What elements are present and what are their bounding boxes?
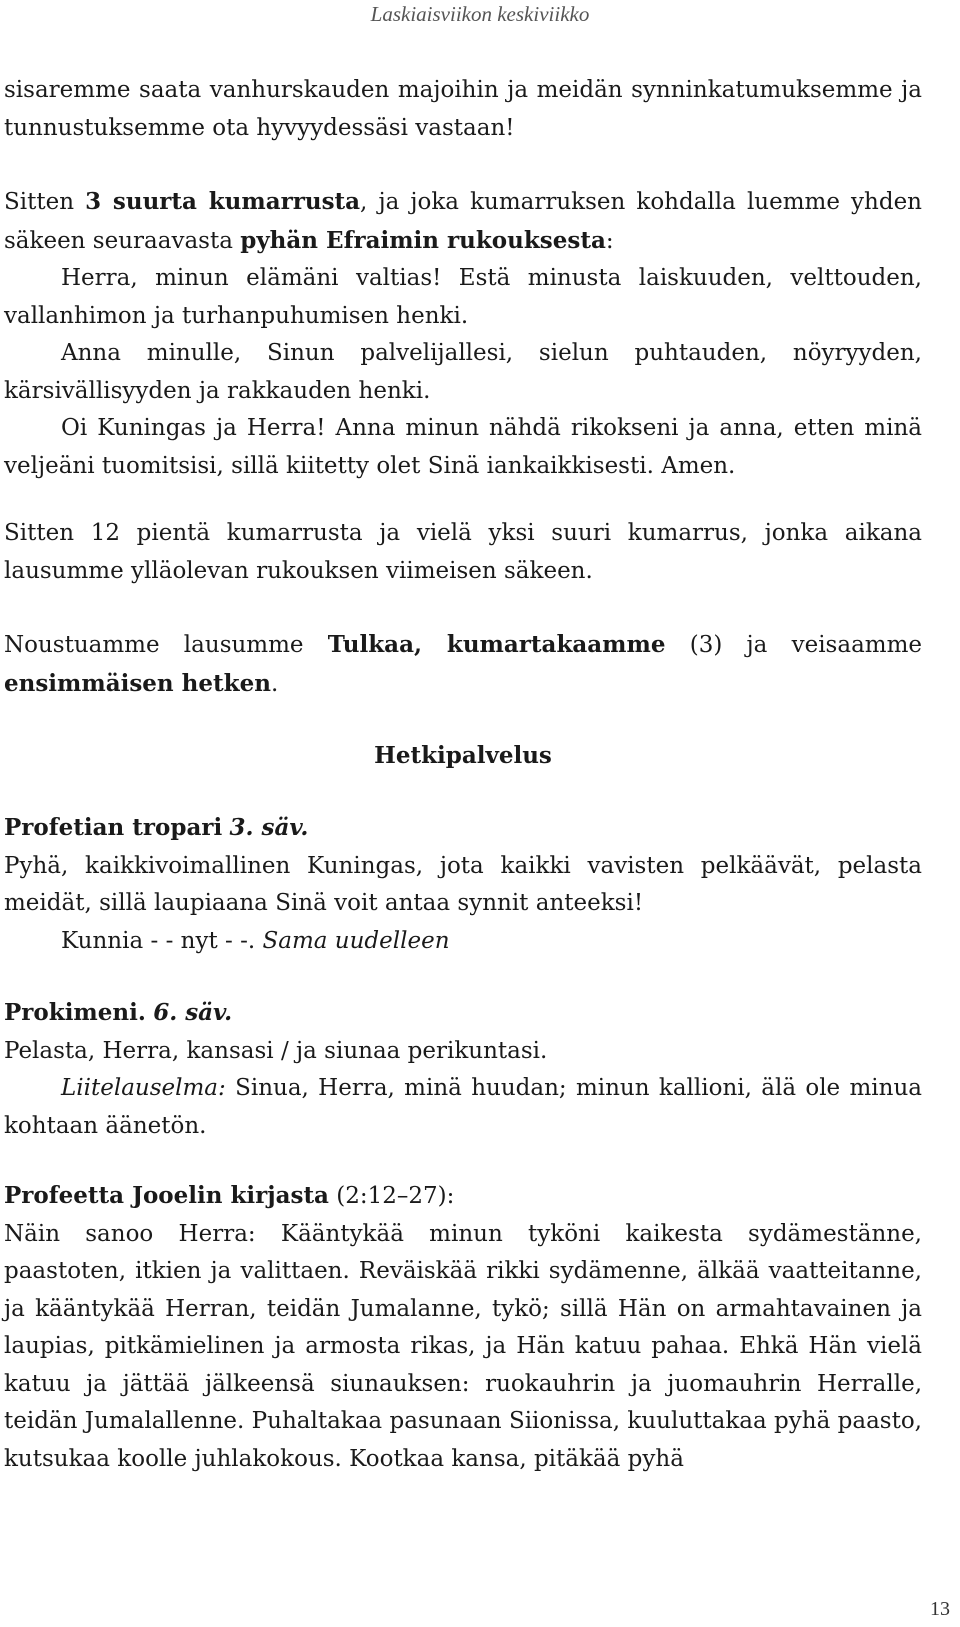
bold-run: ensimmäisen hetken [4, 669, 271, 697]
text-run: : [605, 227, 614, 254]
reading-text: Näin sanoo Herra: Kääntykää minun tyköni kaikesta sydämestänne, paastoten, itkien ja valittaen. Reväiskää rikki sydämenne, älkää vaatteitanne, ja kääntykää Herran, teidän Jumalanne, tykö; sillä Hän on armahtavainen ja laupias, pitkämielinen ja armosta rikas, ja Hän katuu pahaa. Ehkä Hän vielä katuu ja jättää jälkeensä siunauksen: ruokauhrin ja juomauhrin Herralle, teidän Jumalallenne. Puhaltakaa pasunaan Siionissa, kuuluttakaa pyhä paasto, kutsukaa koolle juhlakokous. Kootkaa kansa, pitäkää pyhä [4, 1220, 922, 1472]
prokimen-heading [4, 994, 922, 1033]
paragraph-prostrations [4, 183, 922, 485]
bold-run: Prokimeni. [4, 999, 146, 1026]
bold-run: 3 suurta kumarrusta [85, 188, 361, 215]
running-header: Laskiaisviikon keskiviikko [370, 2, 590, 26]
bold-run: Tulkaa, kumartakaamme [327, 631, 666, 658]
prayer-verse-1: Herra, minun elämäni valtias! Estä minusta laiskuuden, velttouden, vallanhimon ja turhanpuhumisen henki. [4, 265, 922, 329]
text-run: , ja joka kumarruksen kohdalla luemme yhden säkeen seuraavasta [4, 189, 922, 254]
tone-label: 6. säv. [153, 999, 233, 1026]
section-title: Hetkipalvelus [374, 742, 552, 769]
bold-run: Profetian tropari [4, 814, 223, 841]
tropar-glory [4, 923, 922, 961]
paragraph-small-prostrations [4, 515, 922, 590]
text-run: Sitten [4, 189, 86, 215]
italic-run: Liitelauselma: [61, 1075, 226, 1101]
reading-block [4, 1177, 922, 1478]
paragraph-intro [4, 72, 922, 147]
paragraph-rising [4, 626, 922, 703]
instruction-text [4, 626, 922, 703]
tone-label: 3. säv. [229, 814, 309, 841]
prayer-verse-3: Oi Kuningas ja Herra! Anna minun nähdä rikokseni ja anna, etten minä veljeäni tuomitsisi, sillä kiitetty olet Sinä iankaikkisesti. Amen. [4, 415, 922, 479]
prayer-verse-2: Anna minulle, Sinun palvelijallesi, sielun puhtauden, nöyryyden, kärsivällisyyden ja rakkauden henki. [4, 340, 922, 404]
italic-run: Sama uudelleen [262, 927, 450, 954]
bold-run: pyhän Efraimin rukouksesta [240, 226, 606, 254]
prokimen-block [4, 994, 922, 1145]
tropar-text: Pyhä, kaikkivoimallinen Kuningas, jota kaikki vavisten pelkäävät, pelasta meidät, sillä laupiaana Sinä voit antaa synnit anteeksi! [4, 852, 922, 916]
instruction-text: Sitten 12 pientä kumarrusta ja vielä yksi suuri kumarrus, jonka aikana lausumme ylläolevan rukouksen viimeisen säkeen. [4, 520, 922, 584]
text-run: (3) ja veisaamme [665, 632, 923, 658]
text-run: . [270, 670, 279, 697]
page-number: 13 [930, 1598, 950, 1620]
reading-reference: (2:12–27): [328, 1183, 455, 1209]
prokimen-text: Pelasta, Herra, kansasi / ja siunaa perikuntasi. [4, 1037, 548, 1064]
instruction-text [4, 183, 922, 260]
text-run: Sinua, Herra, minä huudan; minun kallioni, älä ole minua kohtaan äänetön. [4, 1075, 922, 1139]
text-line: sisaremme saata vanhurskauden majoihin ja meidän synninkatumuksemme ja tunnustuksemme ota hyvyydessäsi vastaan! [4, 77, 922, 141]
section-title-block [4, 737, 922, 775]
bold-run: Profeetta Jooelin kirjasta [4, 1182, 329, 1209]
tropar-heading [4, 809, 922, 848]
text-run: Kunnia - - nyt - -. [61, 927, 263, 954]
text-run: Noustuamme lausumme [4, 632, 328, 658]
tropar-block [4, 809, 922, 960]
reading-heading [4, 1177, 922, 1216]
prokimen-verse [4, 1070, 922, 1145]
